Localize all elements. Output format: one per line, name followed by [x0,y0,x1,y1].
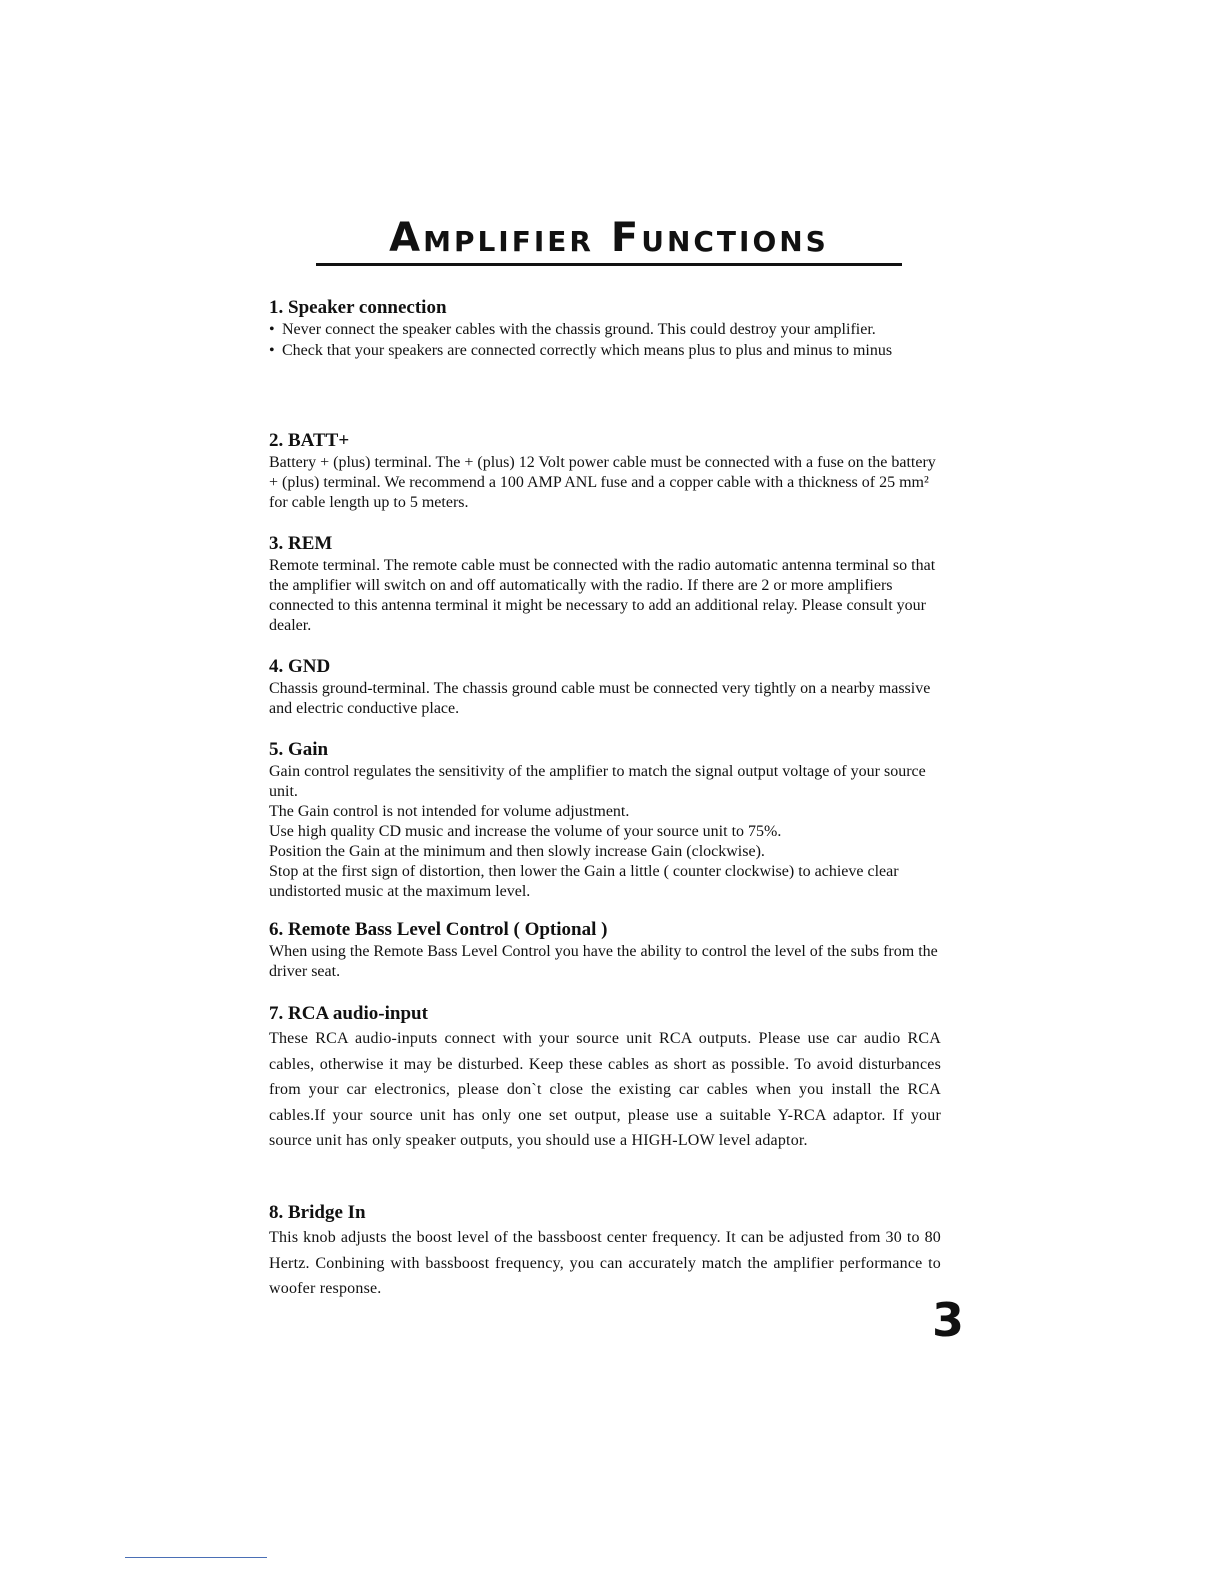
section-heading: 3. REM [269,533,333,554]
section-body: Battery + (plus) terminal. The + (plus) 12 Volt power cable must be connected with a fuse on the battery + (plus) terminal. We recommend a 100 AMP ANL fuse and a copper cable with a thickness of 25 mm² for cable length up to 5 meters. [269,454,936,511]
section-remote-bass [269,918,941,982]
section-gain [269,738,941,902]
section-heading: 2. BATT+ [269,430,350,451]
section-line: The Gain control is not intended for volume adjustment. [269,803,630,820]
section-heading: 4. GND [269,656,331,677]
section-body: These RCA audio-inputs connect with your source unit RCA outputs. Please use car audio RCA cables, otherwise it may be disturbed. Keep these cables as short as possible. To avoid disturbances from your car electronics, please don`t close the existing car cables when you install the RCA cables.If your source unit has only one set output, please use a suitable Y-RCA adaptor. If your source unit has only speaker outputs, you should use a HIGH-LOW level adaptor. [269,1030,941,1150]
section-speaker-connection [269,296,941,361]
list-item: • Never connect the speaker cables with the chassis ground. This could destroy your amplifier. [269,320,941,341]
section-bridge-in [269,1201,941,1302]
section-heading: 8. Bridge In [269,1202,366,1223]
section-rca-input [269,1002,941,1154]
section-line: Gain control regulates the sensitivity of the amplifier to match the signal output voltage of your source unit. [269,763,926,800]
section-body: This knob adjusts the boost level of the bassboost center frequency. It can be adjusted from 30 to 80 Hertz. Conbining with bassboost frequency, you can accurately match the amplifier performance to woofer response. [269,1229,941,1298]
bullet-list [269,320,941,361]
section-batt [269,429,941,513]
section-gnd [269,655,941,719]
footer-divider [125,1557,267,1558]
section-heading: 1. Speaker connection [269,297,447,318]
section-line: Stop at the first sign of distortion, then lower the Gain a little ( counter clockwise) to achieve clear undistorted music at the maximum level. [269,863,899,900]
page-number: 3 [932,1293,965,1347]
page-title: Amplifier Functions [316,215,902,266]
section-body: Chassis ground-terminal. The chassis ground cable must be connected very tightly on a nearby massive and electric conductive place. [269,680,931,717]
section-body: When using the Remote Bass Level Control you have the ability to control the level of the subs from the driver seat. [269,943,938,980]
section-line: Use high quality CD music and increase the volume of your source unit to 75%. [269,823,782,840]
section-body: Remote terminal. The remote cable must be connected with the radio automatic antenna terminal so that the amplifier will switch on and off automatically with the radio. If there are 2 or more amplifiers connected to this antenna terminal it might be necessary to add an additional relay. Please consult your dealer. [269,557,936,634]
section-heading: 7. RCA audio-input [269,1003,428,1024]
section-rem [269,532,941,636]
section-heading: 6. Remote Bass Level Control ( Optional ) [269,919,608,940]
section-line: Position the Gain at the minimum and then slowly increase Gain (clockwise). [269,843,765,860]
list-item: • Check that your speakers are connected correctly which means plus to plus and minus to minus [269,341,941,362]
section-heading: 5. Gain [269,739,329,760]
